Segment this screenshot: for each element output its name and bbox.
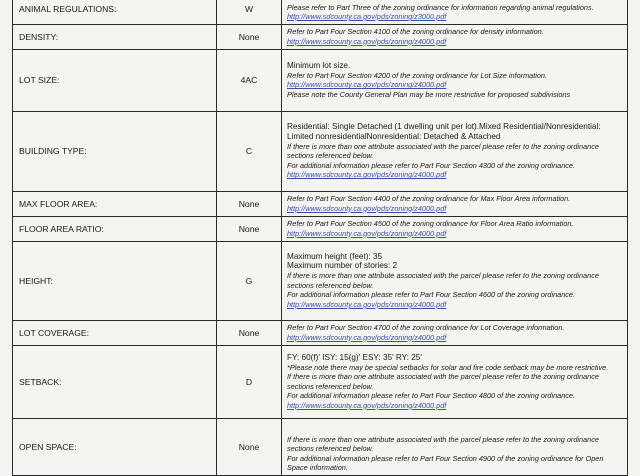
info-text: Refer to Part Four Section 4700 of the zoning ordinance for Lot Coverage information. (287, 323, 565, 332)
info-text: Please refer to Part Three of the zoning ordinance for information regarding animal regulations. (287, 3, 594, 12)
row-info (282, 24, 628, 49)
row-code: G (217, 241, 282, 320)
row-label: FLOOR AREA RATIO: (13, 216, 217, 241)
row-label: SETBACK: (13, 345, 217, 418)
table-row (13, 191, 628, 216)
ordinance-link[interactable]: http://www.sdcounty.ca.gov/pds/zoning/z4000.pdf (287, 332, 447, 342)
ordinance-link[interactable]: http://www.sdcounty.ca.gov/pds/zoning/z4000.pdf (287, 36, 447, 46)
row-label: ANIMAL REGULATIONS: (13, 0, 217, 24)
row-label: OPEN SPACE: (13, 418, 217, 475)
table-row (13, 216, 628, 241)
info-text: For additional information please refer to Part Four Section 4600 of the zoning ordinance. (287, 290, 575, 300)
row-info (282, 320, 628, 345)
ordinance-link[interactable]: http://www.sdcounty.ca.gov/pds/zoning/z4000.pdf (287, 203, 447, 213)
note-text: Please note the County General Plan may be more restrictive for proposed subdivisions (287, 89, 571, 99)
row-label: BUILDING TYPE: (13, 111, 217, 191)
info-text: *Please note there may be special setbacks for solar and fire code setback may be more restrictive. (287, 362, 609, 372)
row-label: DENSITY: (13, 24, 217, 49)
row-code: None (217, 320, 282, 345)
info-text: For additional information please refer to Part Four Section 4300 of the zoning ordinance. (287, 160, 575, 170)
row-info (282, 191, 628, 216)
row-code: None (217, 216, 282, 241)
row-info (282, 345, 628, 418)
row-code: None (217, 418, 282, 475)
plain-text: Minimum lot size. (287, 60, 351, 70)
row-info (282, 0, 628, 24)
info-text: Refer to Part Four Section 4400 of the zoning ordinance for Max Floor Area information. (287, 194, 571, 203)
table-row (13, 418, 628, 475)
row-info (282, 49, 628, 111)
row-info (282, 418, 628, 475)
plain-text: Maximum number of stories: 2 (287, 261, 398, 271)
info-text: Refer to Part Four Section 4100 of the zoning ordinance for density information. (287, 27, 544, 36)
info-text: For additional information please refer to Part Four Section 4900 of the zoning ordinance for Open Space information. (287, 453, 604, 473)
table-row (13, 24, 628, 49)
row-info (282, 241, 628, 320)
table-row (13, 0, 628, 24)
row-code: C (217, 111, 282, 191)
table-row (13, 111, 628, 191)
table-row (13, 345, 628, 418)
row-code: D (217, 345, 282, 418)
table-row (13, 241, 628, 320)
table-row (13, 320, 628, 345)
ordinance-link[interactable]: http://www.sdcounty.ca.gov/pds/zoning/z4000.pdf (287, 228, 447, 238)
plain-text: FY: 60(f)' ISY: 15(g)' ESY: 35' RY: 25' (287, 352, 422, 362)
row-info (282, 216, 628, 241)
info-text: If there is more than one attribute associated with the parcel please refer to the zoning ordinance sections referenced below. (287, 271, 599, 290)
row-code: None (217, 24, 282, 49)
plain-text: Residential: Single Detached (1 dwelling unit per lot).Mixed Residential/Nonresidential: Limited nonresidentialNonresidential: Detached & Attached (287, 122, 601, 141)
ordinance-link[interactable]: http://www.sdcounty.ca.gov/pds/zoning/z4000.pdf (287, 80, 447, 90)
zoning-table (12, 0, 628, 476)
info-text: Refer to Part Four Section 4500 of the zoning ordinance for Floor Area Ratio information. (287, 219, 574, 228)
row-code: W (217, 0, 282, 24)
info-text: If there is more than one attribute associated with the parcel please refer to the zoning ordinance sections referenced below. (287, 141, 599, 161)
table-row (13, 49, 628, 111)
row-label: LOT SIZE: (13, 49, 217, 111)
row-label: LOT COVERAGE: (13, 320, 217, 345)
plain-text: Maximum height (feet): 35 (287, 251, 383, 261)
row-info (282, 111, 628, 191)
row-label: MAX FLOOR AREA: (13, 191, 217, 216)
ordinance-link[interactable]: http://www.sdcounty.ca.gov/pds/zoning/z4000.pdf (287, 299, 447, 309)
row-code: None (217, 191, 282, 216)
info-text: If there is more than one attribute associated with the parcel please refer to the zoning ordinance sections referenced below. (287, 434, 599, 454)
ordinance-link[interactable]: http://www.sdcounty.ca.gov/pds/zoning/z4000.pdf (287, 170, 447, 180)
row-label: HEIGHT: (13, 241, 217, 320)
info-text: If there is more than one attribute associated with the parcel please refer to the zoning ordinance sections referenced below. (287, 372, 599, 391)
ordinance-link[interactable]: http://www.sdcounty.ca.gov/pds/zoning/z3000.pdf (287, 12, 447, 21)
info-text: Refer to Part Four Section 4200 of the zoning ordinance for Lot Size information. (287, 70, 547, 80)
info-text: For additional information please refer to Part Four Section 4800 of the zoning ordinance. (287, 391, 575, 401)
ordinance-link[interactable]: http://www.sdcounty.ca.gov/pds/zoning/z4000.pdf (287, 400, 447, 410)
row-code: 4AC (217, 49, 282, 111)
